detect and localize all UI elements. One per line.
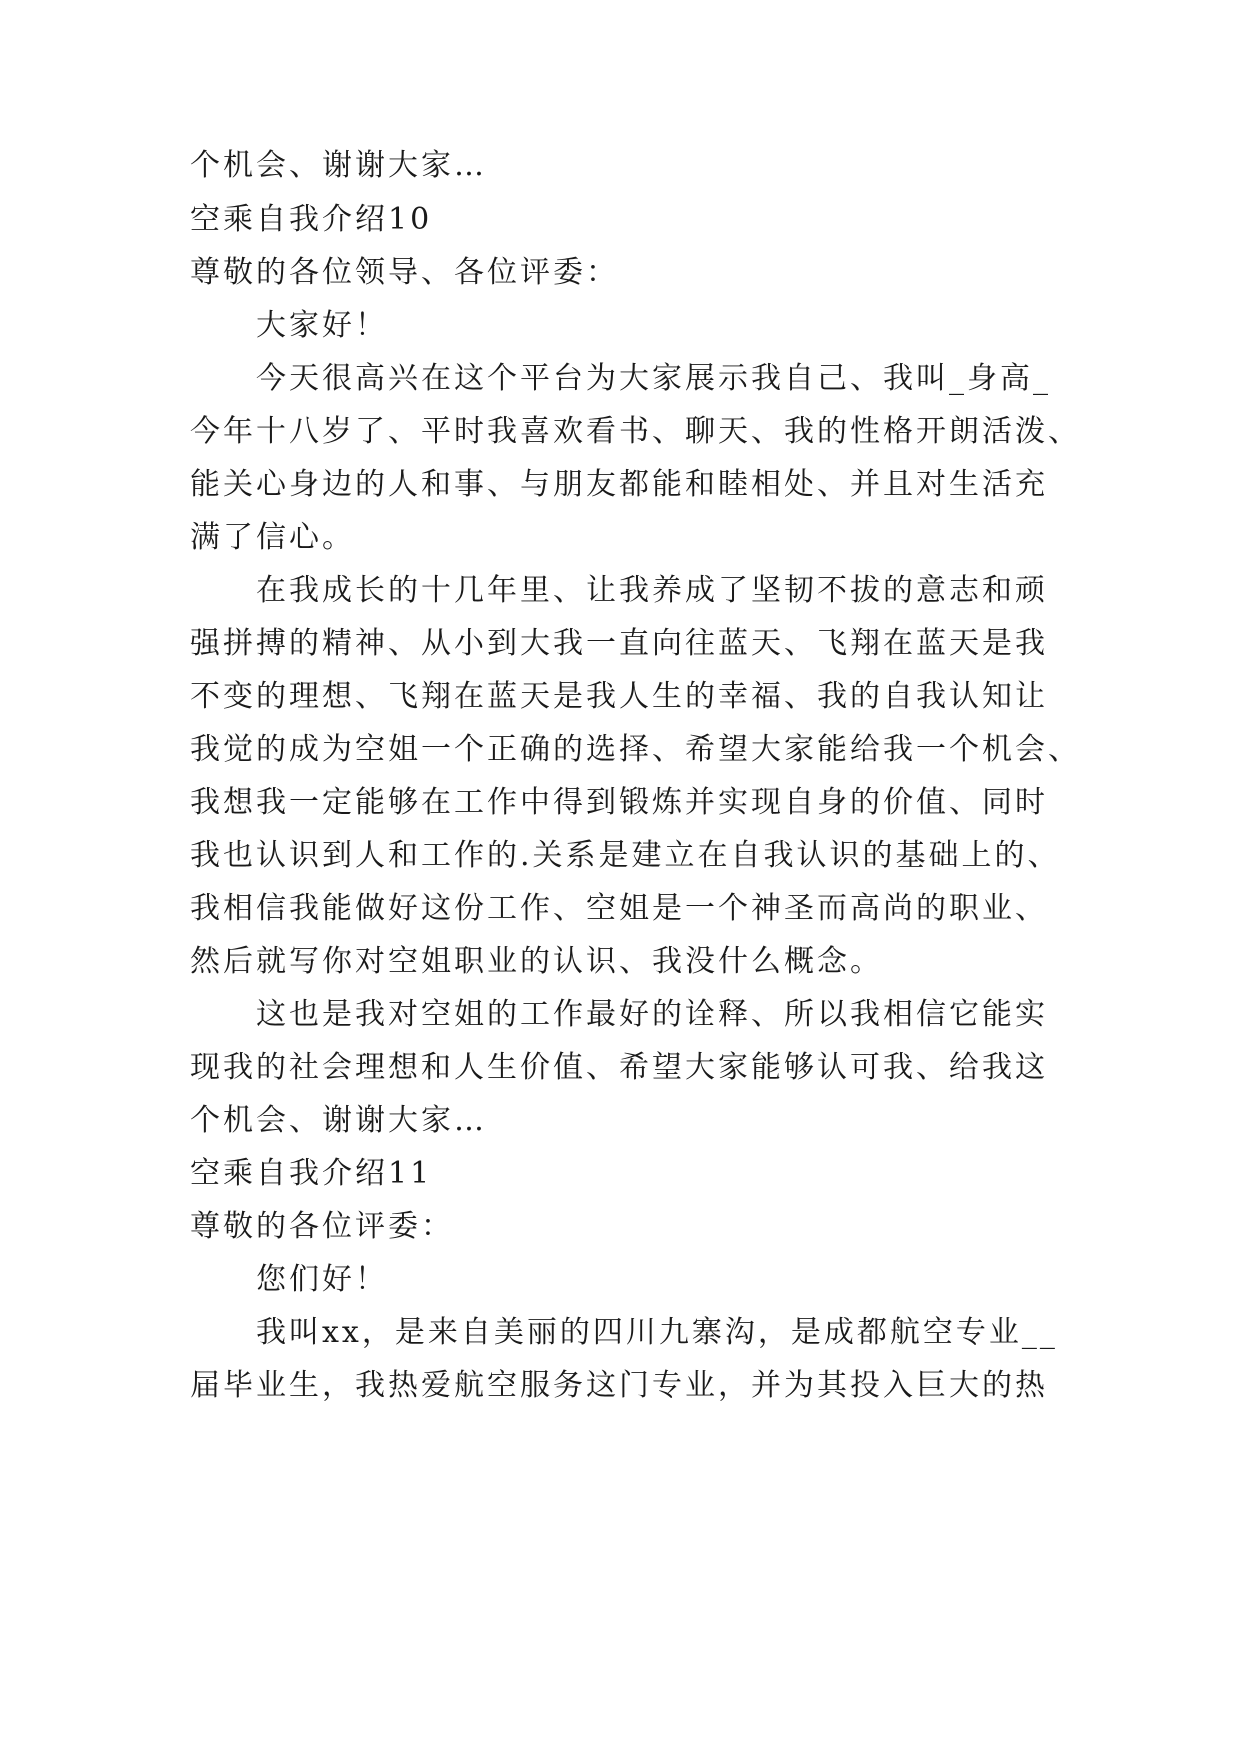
paragraph-line: 我叫xx，是来自美丽的四川九寨沟，是成都航空专业__ bbox=[256, 1315, 1058, 1350]
paragraph-line: 在我成长的十几年里、让我养成了坚韧不拔的意志和顽 bbox=[256, 573, 1048, 608]
paragraph-line: 我相信我能做好这份工作、空姐是一个神圣而高尚的职业、 bbox=[190, 891, 1048, 926]
greeting: 您们好！ bbox=[256, 1262, 388, 1297]
salutation: 尊敬的各位评委： bbox=[190, 1209, 454, 1244]
paragraph-line: 现我的社会理想和人生价值、希望大家能够认可我、给我这 bbox=[190, 1050, 1048, 1085]
salutation: 尊敬的各位领导、各位评委： bbox=[190, 255, 619, 290]
paragraph-line: 满了信心。 bbox=[190, 520, 355, 555]
paragraph-line: 个机会、谢谢大家… bbox=[190, 1103, 487, 1138]
text-line: 个机会、谢谢大家… bbox=[190, 148, 487, 183]
paragraph-line: 我想我一定能够在工作中得到锻炼并实现自身的价值、同时 bbox=[190, 785, 1048, 820]
paragraph-line: 我也认识到人和工作的.关系是建立在自我认识的基础上的、 bbox=[190, 838, 1061, 873]
paragraph-line: 届毕业生，我热爱航空服务这门专业，并为其投入巨大的热 bbox=[190, 1368, 1048, 1403]
paragraph-line: 我觉的成为空姐一个正确的选择、希望大家能给我一个机会、 bbox=[190, 732, 1081, 767]
paragraph-line: 今年十八岁了、平时我喜欢看书、聊天、我的性格开朗活泼、 bbox=[190, 414, 1081, 449]
greeting: 大家好！ bbox=[256, 308, 388, 343]
paragraph-line: 今天很高兴在这个平台为大家展示我自己、我叫_身高_ bbox=[256, 361, 1051, 396]
paragraph-line: 能关心身边的人和事、与朋友都能和睦相处、并且对生活充 bbox=[190, 467, 1048, 502]
paragraph-line: 强拼搏的精神、从小到大我一直向往蓝天、飞翔在蓝天是我 bbox=[190, 626, 1048, 661]
paragraph-line: 这也是我对空姐的工作最好的诠释、所以我相信它能实 bbox=[256, 997, 1048, 1032]
paragraph-line: 然后就写你对空姐职业的认识、我没什么概念。 bbox=[190, 944, 883, 979]
paragraph-line: 不变的理想、飞翔在蓝天是我人生的幸福、我的自我认知让 bbox=[190, 679, 1048, 714]
section-heading: 空乘自我介绍10 bbox=[190, 202, 433, 237]
section-heading: 空乘自我介绍11 bbox=[190, 1156, 433, 1191]
